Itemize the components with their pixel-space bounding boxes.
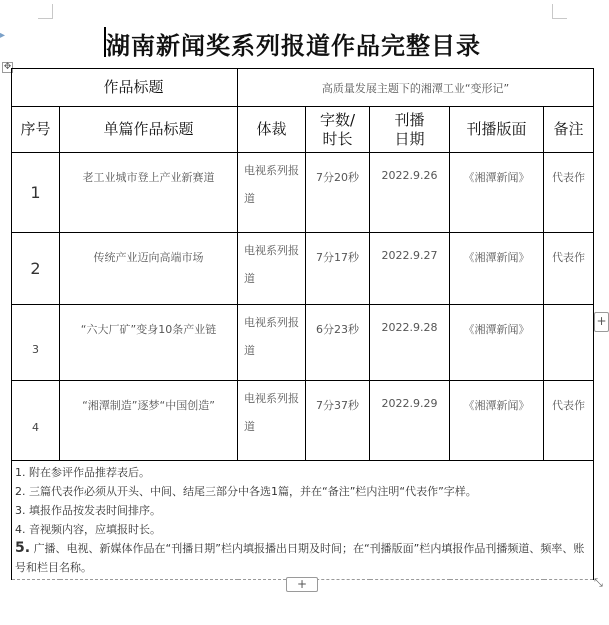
table-row	[12, 381, 594, 461]
row-note[interactable]: 代表作	[544, 381, 594, 461]
row-length[interactable]: 6分23秒	[306, 305, 370, 381]
row-title[interactable]: 传统产业迈向高端市场	[60, 233, 238, 305]
work-title-label-cell[interactable]	[12, 69, 238, 107]
note-number: 4.	[15, 523, 26, 536]
row-length[interactable]: 7分37秒	[306, 381, 370, 461]
table-row	[12, 233, 594, 305]
row-index[interactable]: 3	[12, 305, 60, 381]
note-item	[15, 539, 591, 577]
header-length[interactable]	[306, 107, 370, 153]
note-item	[15, 463, 591, 482]
row-index[interactable]: 2	[12, 233, 60, 305]
header-length-line2: 时长	[322, 129, 353, 148]
header-outlet[interactable]: 刊播版面	[450, 107, 544, 153]
row-length[interactable]: 7分20秒	[306, 153, 370, 233]
row-note[interactable]: 代表作	[544, 233, 594, 305]
header-genre[interactable]: 体裁	[238, 107, 306, 153]
note-text: 附在参评作品推荐表后。	[29, 466, 150, 479]
row-outlet[interactable]: 《湘潭新闻》	[450, 305, 544, 381]
header-date-line2: 日期	[394, 129, 425, 148]
row-outlet[interactable]: 《湘潭新闻》	[450, 381, 544, 461]
row-note[interactable]: 代表作	[544, 153, 594, 233]
row-outlet[interactable]: 《湘潭新闻》	[450, 233, 544, 305]
notes-row	[12, 461, 594, 580]
note-text: 音视频内容，应填报时长。	[29, 523, 161, 536]
note-text: 广播、电视、新媒体作品在“刊播日期”栏内填报播出日期及时间；在“刊播版面”栏内填报作品刊播频道、频率、账号和栏目名称。	[15, 542, 585, 574]
note-number: 5.	[15, 540, 31, 556]
work-title-label: 作品标题	[103, 78, 164, 96]
table-row	[12, 305, 594, 381]
note-number: 1.	[15, 466, 26, 479]
note-text: 三篇代表作必须从开头、中间、结尾三部分中各选1篇，并在“备注”栏内注明“代表作”字样。	[29, 485, 477, 498]
work-title-row	[12, 69, 594, 107]
table-row	[12, 153, 594, 233]
row-length[interactable]: 7分17秒	[306, 233, 370, 305]
row-note[interactable]	[544, 305, 594, 381]
row-genre[interactable]: 电视系列报道	[238, 305, 306, 381]
note-item	[15, 520, 591, 539]
header-length-line1: 字数/	[319, 110, 356, 129]
page-margin-corner-top-right	[552, 4, 567, 19]
header-date[interactable]	[370, 107, 450, 153]
note-item	[15, 482, 591, 501]
note-text: 填报作品按发表时间排序。	[29, 504, 161, 517]
add-column-button[interactable]: +	[594, 312, 609, 332]
row-genre[interactable]: 电视系列报道	[238, 381, 306, 461]
notes-cell[interactable]	[12, 461, 594, 580]
header-row	[12, 107, 594, 153]
document-title[interactable]: 湖南新闻奖系列报道作品完整目录	[106, 32, 481, 60]
row-date[interactable]: 2022.9.27	[370, 233, 450, 305]
work-title-value: 高质量发展主题下的湘潭工业“变形记”	[321, 81, 510, 95]
row-date[interactable]: 2022.9.26	[370, 153, 450, 233]
row-title[interactable]: “湘潭制造”逐梦“中国创造”	[60, 381, 238, 461]
add-row-button[interactable]: +	[286, 577, 318, 592]
scroll-left-icon: ▸	[0, 30, 6, 41]
note-number: 3.	[15, 504, 26, 517]
row-genre[interactable]: 电视系列报道	[238, 233, 306, 305]
note-number: 2.	[15, 485, 26, 498]
row-title[interactable]: 老工业城市登上产业新赛道	[60, 153, 238, 233]
header-date-line1: 刊播	[394, 110, 425, 129]
note-item	[15, 501, 591, 520]
page-margin-corner-top-left	[38, 4, 53, 19]
work-title-value-cell[interactable]	[238, 69, 594, 107]
header-note[interactable]: 备注	[544, 107, 594, 153]
row-title[interactable]: “六大厂矿”变身10条产业链	[60, 305, 238, 381]
row-index[interactable]: 1	[12, 153, 60, 233]
row-outlet[interactable]: 《湘潭新闻》	[450, 153, 544, 233]
header-index[interactable]: 序号	[12, 107, 60, 153]
row-index[interactable]: 4	[12, 381, 60, 461]
header-title[interactable]: 单篇作品标题	[60, 107, 238, 153]
row-date[interactable]: 2022.9.29	[370, 381, 450, 461]
catalog-table	[11, 68, 594, 580]
table-move-handle-icon[interactable]: ✥	[3, 62, 12, 72]
row-date[interactable]: 2022.9.28	[370, 305, 450, 381]
table-resize-icon[interactable]: ⤡	[594, 576, 603, 589]
row-genre[interactable]: 电视系列报道	[238, 153, 306, 233]
